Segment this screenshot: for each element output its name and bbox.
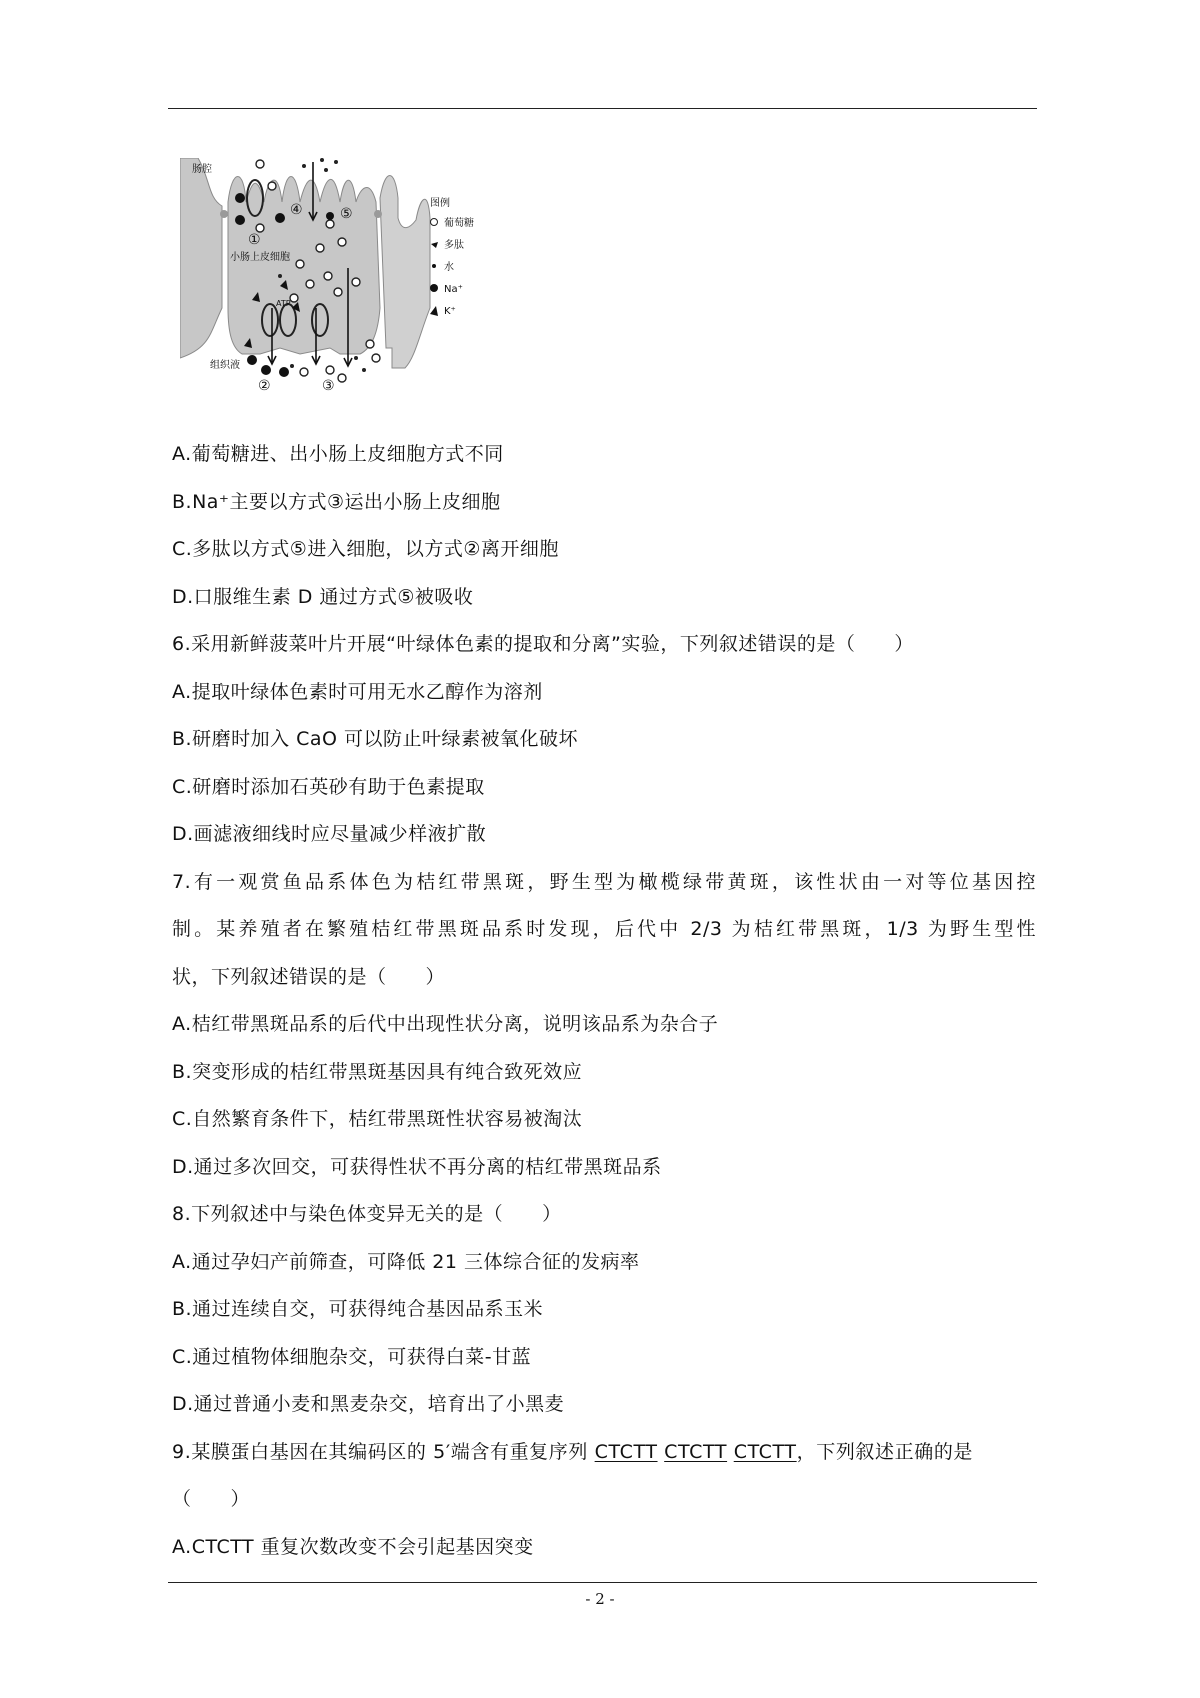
legend-polypeptide: 多肽 (444, 240, 464, 251)
q8-stem: 8.下列叙述中与染色体变异无关的是（ ） (172, 1203, 562, 1225)
intestinal-cell-transport-figure (180, 158, 528, 406)
legend-water: 水 (444, 262, 454, 273)
label-cell: 小肠上皮细胞 (230, 252, 290, 263)
legend-title: 图例 (430, 198, 450, 209)
label-tissue-fluid: 组织液 (210, 360, 240, 371)
footer-rule (168, 1582, 1037, 1583)
q8-option-d: D.通过普通小麦和黑麦杂交，培育出了小黑麦 (172, 1393, 565, 1415)
legend-glucose: 葡萄糖 (444, 218, 474, 229)
marker-2: ② (258, 378, 271, 394)
q9-stem-post: ，下列叙述正确的是 (796, 1441, 974, 1463)
q7-option-b: B.突变形成的桔红带黑斑基因具有纯合致死效应 (172, 1061, 583, 1083)
q9-repeat-3: CTCTT (733, 1441, 797, 1463)
q8-option-b: B.通过连续自交，可获得纯合基因品系玉米 (172, 1298, 544, 1320)
q7-option-a: A.桔红带黑斑品系的后代中出现性状分离，说明该品系为杂合子 (172, 1013, 719, 1035)
legend-na: Na⁺ (444, 284, 463, 295)
q6-option-d: D.画滤液细线时应尽量减少样液扩散 (172, 823, 487, 845)
q7-option-c: C.自然繁育条件下，桔红带黑斑性状容易被淘汰 (172, 1108, 583, 1130)
q7-option-d: D.通过多次回交，可获得性状不再分离的桔红带黑斑品系 (172, 1156, 662, 1178)
header-rule (168, 108, 1037, 109)
marker-1: ① (248, 232, 261, 248)
q9-repeat-1: CTCTT (594, 1441, 658, 1463)
q9-stem-line2: （ ） (172, 1488, 251, 1510)
q5-option-c: C.多肽以方式⑤进入细胞，以方式②离开细胞 (172, 538, 559, 560)
marker-5: ⑤ (340, 206, 353, 222)
q9-option-a: A.CTCTT 重复次数改变不会引起基因突变 (172, 1536, 534, 1558)
q7-stem-line2: 制。某养殖者在繁殖桔红带黑斑品系时发现，后代中 2/3 为桔红带黑斑，1/3 为野生型性 (172, 918, 1036, 940)
q5-option-a: A.葡萄糖进、出小肠上皮细胞方式不同 (172, 443, 504, 465)
q6-option-c: C.研磨时添加石英砂有助于色素提取 (172, 776, 485, 798)
q8-option-c: C.通过植物体细胞杂交，可获得白菜-甘蓝 (172, 1346, 532, 1368)
q7-stem-line1: 7.有一观赏鱼品系体色为桔红带黑斑，野生型为橄榄绿带黄斑，该性状由一对等位基因控 (172, 871, 1036, 893)
q7-stem-line3: 状，下列叙述错误的是（ ） (172, 966, 446, 988)
label-lumen: 肠腔 (192, 164, 212, 175)
q9-repeat-2: CTCTT (664, 1441, 728, 1463)
marker-3: ③ (322, 378, 335, 394)
q5-option-d: D.口服维生素 D 通过方式⑤被吸收 (172, 586, 474, 608)
q9-stem-line1 (172, 1440, 973, 1464)
q6-option-b: B.研磨时加入 CaO 可以防止叶绿素被氧化破坏 (172, 728, 579, 750)
q6-stem: 6.采用新鲜菠菜叶片开展“叶绿体色素的提取和分离”实验，下列叙述错误的是（ ） (172, 633, 914, 655)
q9-stem-pre: 9.某膜蛋白基因在其编码区的 5′端含有重复序列 (172, 1441, 595, 1463)
label-atp: ATP (276, 299, 291, 308)
q8-option-a: A.通过孕妇产前筛查，可降低 21 三体综合征的发病率 (172, 1251, 640, 1273)
q6-option-a: A.提取叶绿体色素时可用无水乙醇作为溶剂 (172, 681, 543, 703)
q5-option-b: B.Na⁺主要以方式③运出小肠上皮细胞 (172, 491, 501, 513)
legend-k: K⁺ (444, 306, 456, 317)
page-number: - 2 - (585, 1590, 615, 1608)
marker-4: ④ (290, 202, 303, 218)
